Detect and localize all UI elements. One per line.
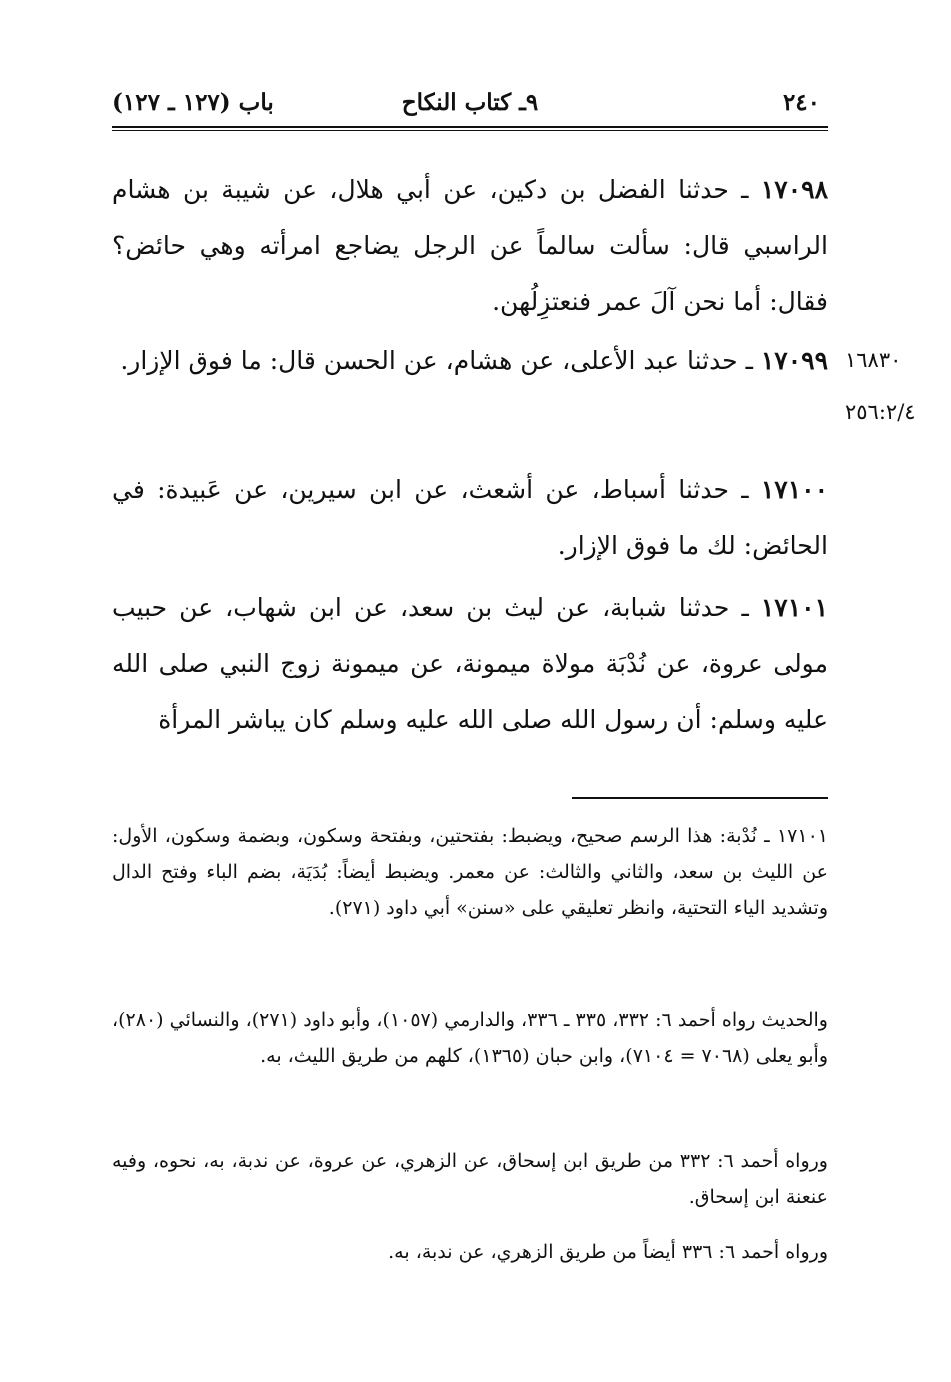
- hadith-number: ١٧٠٩٨: [760, 175, 828, 204]
- page-number: ٢٤٠: [782, 89, 820, 116]
- book-title: ٩ـ كتاب النكاح: [401, 89, 539, 116]
- hadith-text: ـ حدثنا أسباط، عن أشعث، عن ابن سيرين، عن عَبيدة: في الحائض: لك ما فوق الإزار.: [112, 475, 828, 560]
- hadith-17100: [112, 462, 828, 574]
- margin-reference-1: ١٦٨٣٠: [845, 348, 902, 372]
- hadith-17099: [112, 333, 828, 389]
- header-rule: [112, 126, 828, 128]
- footnote-3: ورواه أحمد ٦: ٣٣٢ من طريق ابن إسحاق، عن الزهري، عن عروة، عن ندبة، به، نحوه، وفيه عنعنة ابن إسحاق.: [112, 1150, 828, 1208]
- hadith-text: ـ حدثنا عبد الأعلى، عن هشام، عن الحسن قال: ما فوق الإزار.: [120, 346, 761, 375]
- hadith-number: ١٧١٠٠: [760, 475, 828, 504]
- footnote-rule: [572, 797, 828, 799]
- chapter-title: باب (١٢٧ ـ ١٢٧): [112, 89, 274, 116]
- header-rule-thin: [112, 130, 828, 131]
- hadith-17101: [112, 580, 828, 748]
- hadith-text: ـ حدثنا شبابة، عن ليث بن سعد، عن ابن شهاب، عن حبيب مولى عروة، عن نُدْبَة مولاة ميمونة، عن ميمونة زوج النبي صلى الله عليه وسلم: أن رسول الله صلى الله عليه وسلم كان يباشر المرأة: [112, 593, 828, 734]
- hadith-number: ١٧٠٩٩: [760, 346, 828, 375]
- hadith-text: ـ حدثنا الفضل بن دكين، عن أبي هلال، عن شيبة بن هشام الراسبي قال: سألت سالماً عن الرجل يضاجع امرأته وهي حائض؟ فقال: أما نحن آلَ عمر فنعتزِلُهن.: [112, 175, 828, 316]
- page-header: [112, 86, 828, 120]
- footnote-2: والحديث رواه أحمد ٦: ٣٣٢، ٣٣٥ ـ ٣٣٦، والدارمي (١٠٥٧)، وأبو داود (٢٧١)، والنسائي (٢٨٠)، وأبو يعلى (٧٠٦٨ = ٧١٠٤)، وابن حبان (١٣٦٥)، كلهم من طريق الليث، به.: [112, 1009, 828, 1067]
- margin-reference-2: ٢٥٦:٢/٤: [845, 400, 916, 424]
- hadith-17098: [112, 162, 828, 330]
- footnote-1: ١٧١٠١ ـ نُدْبة: هذا الرسم صحيح، ويضبط: بفتحتين، وبفتحة وسكون، وبضمة وسكون، الأول: عن الليث بن سعد، والثاني والثالث: عن معمر. ويضبط أيضاً: بُدَيَة، بضم الباء وفتح الدال وتشديد الياء التحتية، وانظر تعليقي على «سنن» أبي داود (٢٧١).: [112, 825, 828, 919]
- hadith-number: ١٧١٠١: [760, 593, 828, 622]
- footnote-4: ورواه أحمد ٦: ٣٣٦ أيضاً من طريق الزهري، عن ندبة، به.: [388, 1241, 828, 1263]
